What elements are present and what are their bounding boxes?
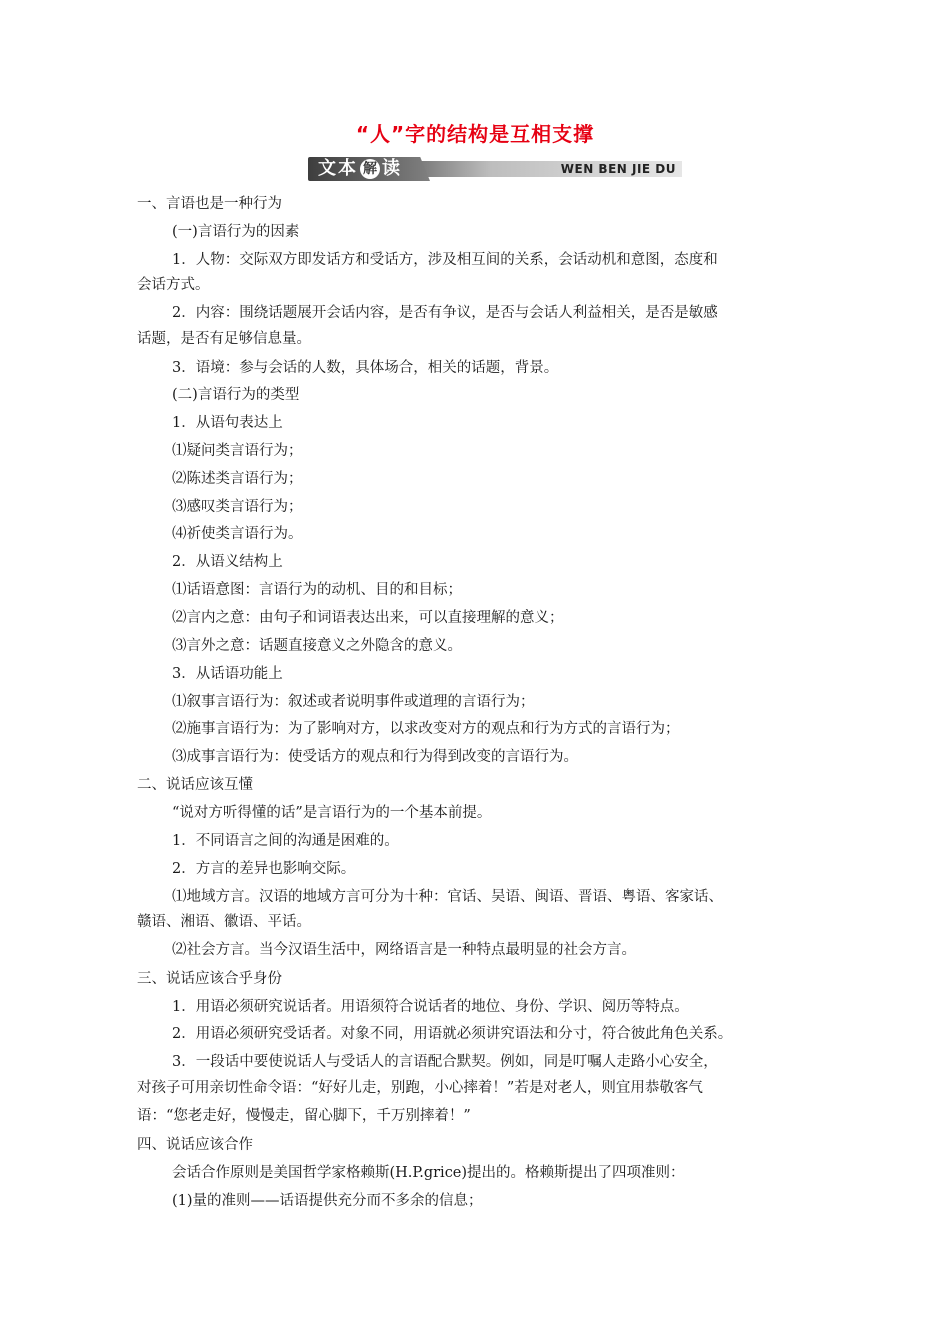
paragraph-line: 1．用语必须研究说话者。用语须符合说话者的地位、身份、学识、阅历等特点。 xyxy=(172,999,689,1015)
paragraph-line: 会话合作原则是美国哲学家格赖斯(H.P.grice)提出的。格赖斯提出了四项准则： xyxy=(172,1165,685,1181)
section-banner xyxy=(308,157,682,181)
list-heading: 2．从语义结构上 xyxy=(172,554,283,570)
page-title: “人”字的结构是互相支撑 xyxy=(355,122,595,146)
banner-char: 文 xyxy=(318,158,338,179)
heading-1: 三、说话应该合乎身份 xyxy=(137,971,282,987)
paragraph-line: 会话方式。 xyxy=(137,277,210,293)
banner-char: 本 xyxy=(338,158,358,179)
heading-1: 二、说话应该互懂 xyxy=(137,777,253,793)
paragraph-line: 3．语境：参与会话的人数，具体场合，相关的话题，背景。 xyxy=(172,360,559,376)
list-heading: 1．从语句表达上 xyxy=(172,415,283,431)
paragraph-line: 赣语、湘语、徽语、平话。 xyxy=(137,914,311,930)
paragraph-line: ⑴地域方言。汉语的地域方言可分为十种：官话、吴语、闽语、晋语、粤语、客家话、 xyxy=(172,889,723,905)
list-item: ⑴疑问类言语行为； xyxy=(172,443,303,459)
paragraph-line: 2．用语必须研究受话者。对象不同，用语就必须讲究语法和分寸，符合彼此角色关系。 xyxy=(172,1026,733,1042)
list-item: ⑵言内之意：由句子和词语表达出来，可以直接理解的意义； xyxy=(172,610,564,626)
list-item: ⑷祈使类言语行为。 xyxy=(172,526,303,542)
paragraph-line: 2．内容：围绕话题展开会话内容，是否有争议，是否与会话人利益相关，是否是敏感 xyxy=(172,305,718,321)
paragraph-line: ⑵社会方言。当今汉语生活中，网络语言是一种特点最明显的社会方言。 xyxy=(172,942,636,958)
list-heading: 3．从话语功能上 xyxy=(172,666,283,682)
paragraph-line: 1．不同语言之间的沟通是困难的。 xyxy=(172,833,399,849)
list-item: ⑶言外之意：话题直接意义之外隐含的意义。 xyxy=(172,638,462,654)
subheading: (二)言语行为的类型 xyxy=(172,387,300,403)
banner-char-circled: 解 xyxy=(360,159,380,179)
paragraph-line: “说对方听得懂的话”是言语行为的一个基本前提。 xyxy=(172,805,492,821)
paragraph-line: 语：“您老走好，慢慢走，留心脚下，千万别摔着！” xyxy=(137,1108,471,1124)
heading-1: 四、说话应该合作 xyxy=(137,1137,253,1153)
paragraph-line: 1．人物：交际双方即发话方和受话方，涉及相互间的关系，会话动机和意图，态度和 xyxy=(172,252,718,268)
paragraph-line: 3．一段话中要使说话人与受话人的言语配合默契。例如，同是叮嘱人走路小心安全， xyxy=(172,1054,718,1070)
list-item: ⑴话语意图：言语行为的动机、目的和目标； xyxy=(172,582,462,598)
list-item: ⑶成事言语行为：使受话方的观点和行为得到改变的言语行为。 xyxy=(172,749,578,765)
list-item: ⑶感叹类言语行为； xyxy=(172,499,303,515)
banner-subtitle: WEN BEN JIE DU xyxy=(560,162,676,176)
banner-label xyxy=(318,158,402,180)
paragraph-line: 对孩子可用亲切性命令语：“好好儿走，别跑，小心摔着！”若是对老人，则宜用恭敬客气 xyxy=(137,1080,703,1096)
paragraph-line: 2．方言的差异也影响交际。 xyxy=(172,861,356,877)
list-item: ⑴叙事言语行为：叙述或者说明事件或道理的言语行为； xyxy=(172,694,535,710)
heading-1: 一、言语也是一种行为 xyxy=(137,196,282,212)
paragraph-line: 话题，是否有足够信息量。 xyxy=(137,331,311,347)
list-item: ⑵施事言语行为：为了影响对方，以求改变对方的观点和行为方式的言语行为； xyxy=(172,721,680,737)
banner-char: 读 xyxy=(382,158,402,179)
paragraph-line: (1)量的准则——话语提供充分而不多余的信息； xyxy=(172,1193,483,1209)
list-item: ⑵陈述类言语行为； xyxy=(172,471,303,487)
subheading: (一)言语行为的因素 xyxy=(172,224,300,240)
